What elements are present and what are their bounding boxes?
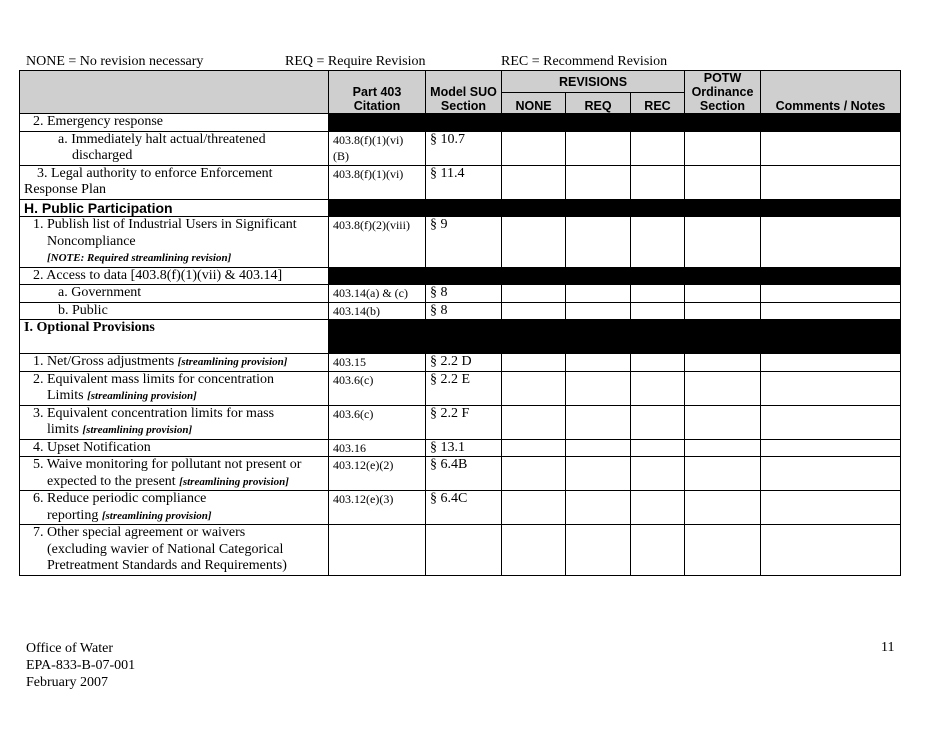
none-cell[interactable] <box>502 285 566 303</box>
table-row <box>20 114 901 132</box>
table-row <box>20 199 901 217</box>
table-row <box>20 285 901 303</box>
suo-cell: § 6.4C <box>426 491 502 525</box>
table-row <box>20 491 901 525</box>
footer-office: Office of Water <box>26 641 113 656</box>
table-row <box>20 525 901 576</box>
header-potw: POTW Ordinance Section <box>685 71 761 114</box>
comments-cell[interactable] <box>761 302 901 320</box>
suo-cell: § 9 <box>426 217 502 268</box>
none-cell[interactable] <box>502 405 566 439</box>
header-suo: Model SUO Section <box>426 71 502 114</box>
citation-cell: 403.12(e)(2) <box>329 457 426 491</box>
citation-cell: 403.15 <box>329 354 426 372</box>
suo-cell <box>426 525 502 576</box>
table-row <box>20 371 901 405</box>
citation-cell: 403.14(a) & (c) <box>329 285 426 303</box>
req-cell[interactable] <box>566 165 631 199</box>
table-row <box>20 217 901 268</box>
citation-cell: 403.6(c) <box>329 405 426 439</box>
none-cell[interactable] <box>502 302 566 320</box>
req-cell[interactable] <box>566 457 631 491</box>
potw-cell[interactable] <box>685 491 761 525</box>
page-number: 11 <box>881 640 895 655</box>
rec-cell[interactable] <box>631 217 685 268</box>
potw-cell[interactable] <box>685 525 761 576</box>
rec-cell[interactable] <box>631 285 685 303</box>
req-cell[interactable] <box>566 354 631 372</box>
rec-cell[interactable] <box>631 165 685 199</box>
table-row <box>20 131 901 165</box>
citation-cell: 403.14(b) <box>329 302 426 320</box>
citation-cell: 403.6(c) <box>329 371 426 405</box>
potw-cell[interactable] <box>685 354 761 372</box>
req-cell[interactable] <box>566 491 631 525</box>
header-none: NONE <box>502 93 566 114</box>
comments-cell[interactable] <box>761 405 901 439</box>
comments-cell[interactable] <box>761 457 901 491</box>
none-cell[interactable] <box>502 371 566 405</box>
req-cell[interactable] <box>566 405 631 439</box>
section-heading-i: I. Optional Provisions <box>20 320 329 354</box>
none-cell[interactable] <box>502 217 566 268</box>
table-row <box>20 165 901 199</box>
potw-cell[interactable] <box>685 285 761 303</box>
none-cell[interactable] <box>502 354 566 372</box>
table-row <box>20 405 901 439</box>
citation-cell: 403.8(f)(2)(viii) <box>329 217 426 268</box>
table-row <box>20 302 901 320</box>
revision-checklist-table <box>19 70 901 576</box>
row-label: b. Public <box>20 302 329 320</box>
suo-cell: § 6.4B <box>426 457 502 491</box>
comments-cell[interactable] <box>761 285 901 303</box>
req-cell[interactable] <box>566 217 631 268</box>
suo-cell: § 2.2 F <box>426 405 502 439</box>
header-rec: REC <box>631 93 685 114</box>
none-cell[interactable] <box>502 457 566 491</box>
none-cell[interactable] <box>502 525 566 576</box>
rec-cell[interactable] <box>631 457 685 491</box>
table-row <box>20 267 901 285</box>
row-label: 2. Access to data [403.8(f)(1)(vii) & 403.14] <box>20 267 329 285</box>
row-label: 1. Net/Gross adjustments [streamlining provision] <box>20 354 329 372</box>
row-label: 1. Publish list of Industrial Users in Significant Noncompliance [NOTE: Required streamlining revision] <box>20 217 329 268</box>
suo-cell: § 13.1 <box>426 439 502 457</box>
suo-cell: § 8 <box>426 302 502 320</box>
header-citation: Part 403 Citation <box>329 71 426 114</box>
req-cell[interactable] <box>566 285 631 303</box>
comments-cell[interactable] <box>761 217 901 268</box>
none-cell[interactable] <box>502 165 566 199</box>
rec-cell[interactable] <box>631 371 685 405</box>
suo-cell: § 2.2 E <box>426 371 502 405</box>
legend-none: NONE = No revision necessary <box>26 54 204 69</box>
suo-cell: § 8 <box>426 285 502 303</box>
comments-cell[interactable] <box>761 491 901 525</box>
legend-rec: REC = Recommend Revision <box>501 54 668 69</box>
none-cell[interactable] <box>502 439 566 457</box>
table-row <box>20 457 901 491</box>
citation-cell <box>329 525 426 576</box>
comments-cell[interactable] <box>761 354 901 372</box>
comments-cell[interactable] <box>761 439 901 457</box>
potw-cell[interactable] <box>685 302 761 320</box>
header-blank <box>20 71 329 114</box>
potw-cell[interactable] <box>685 131 761 165</box>
row-label: 3. Equivalent concentration limits for mass limits [streamlining provision] <box>20 405 329 439</box>
rec-cell[interactable] <box>631 491 685 525</box>
row-label: 4. Upset Notification <box>20 439 329 457</box>
comments-cell[interactable] <box>761 371 901 405</box>
table-row <box>20 320 901 354</box>
potw-cell[interactable] <box>685 371 761 405</box>
table-row <box>20 439 901 457</box>
rec-cell[interactable] <box>631 354 685 372</box>
req-cell[interactable] <box>566 525 631 576</box>
comments-cell[interactable] <box>761 525 901 576</box>
potw-cell[interactable] <box>685 217 761 268</box>
row-label: 3. Legal authority to enforce Enforcement Response Plan <box>20 165 329 199</box>
comments-cell[interactable] <box>761 165 901 199</box>
header-req: REQ <box>566 93 631 114</box>
footer-date: February 2007 <box>26 675 109 690</box>
potw-cell[interactable] <box>685 457 761 491</box>
footer <box>26 640 135 691</box>
citation-cell: 403.12(e)(3) <box>329 491 426 525</box>
suo-cell: § 2.2 D <box>426 354 502 372</box>
req-cell[interactable] <box>566 131 631 165</box>
row-label: a. Immediately halt actual/threatened discharged <box>20 131 329 165</box>
req-cell[interactable] <box>566 439 631 457</box>
row-label: 2. Equivalent mass limits for concentration Limits [streamlining provision] <box>20 371 329 405</box>
rec-cell[interactable] <box>631 405 685 439</box>
header-revisions: REVISIONS <box>502 71 685 93</box>
suo-cell: § 10.7 <box>426 131 502 165</box>
potw-cell[interactable] <box>685 405 761 439</box>
none-cell[interactable] <box>502 491 566 525</box>
section-heading-h: H. Public Participation <box>20 199 329 217</box>
row-label: 6. Reduce periodic compliance reporting [streamlining provision] <box>20 491 329 525</box>
row-label: 7. Other special agreement or waivers (excluding wavier of National Categorical Pretreatment Standards and Requirements) <box>20 525 329 576</box>
footer-doc-number: EPA-833-B-07-001 <box>26 658 136 673</box>
citation-cell: 403.8(f)(1)(vi) <box>329 165 426 199</box>
potw-cell[interactable] <box>685 165 761 199</box>
req-cell[interactable] <box>566 302 631 320</box>
citation-cell: 403.8(f)(1)(vi) (B) <box>329 131 426 165</box>
comments-cell[interactable] <box>761 131 901 165</box>
legend-req: REQ = Require Revision <box>285 54 426 69</box>
row-label: 5. Waive monitoring for pollutant not present or expected to the present [streamlining provision] <box>20 457 329 491</box>
citation-cell: 403.16 <box>329 439 426 457</box>
rec-cell[interactable] <box>631 439 685 457</box>
rec-cell[interactable] <box>631 302 685 320</box>
header-comments: Comments / Notes <box>761 71 901 114</box>
rec-cell[interactable] <box>631 131 685 165</box>
rec-cell[interactable] <box>631 525 685 576</box>
suo-cell: § 11.4 <box>426 165 502 199</box>
potw-cell[interactable] <box>685 439 761 457</box>
row-label: 2. Emergency response <box>20 114 329 132</box>
row-label: a. Government <box>20 285 329 303</box>
table-row <box>20 354 901 372</box>
req-cell[interactable] <box>566 371 631 405</box>
none-cell[interactable] <box>502 131 566 165</box>
